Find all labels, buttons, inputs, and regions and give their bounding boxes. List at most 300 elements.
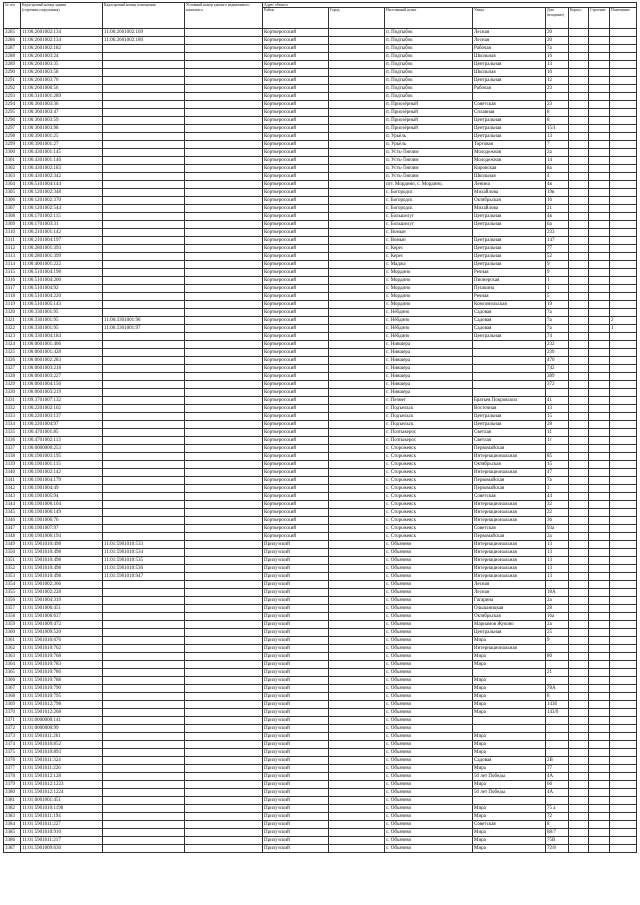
cell-num: 3348 [4, 533, 21, 541]
cell-house: 232 [546, 341, 569, 349]
cell-cad-garage [185, 749, 263, 757]
cell-num: 3310 [4, 229, 21, 237]
cell-city [329, 685, 385, 693]
cell-cad-room [103, 501, 185, 509]
cell-district: Корткеросский [263, 165, 329, 173]
cell-district: Корткеросский [263, 53, 329, 61]
cell-house: 52 [546, 253, 569, 261]
table-row [4, 293, 637, 301]
cell-district: Прилузский [263, 685, 329, 693]
cell-city [329, 653, 385, 661]
cell-korpus [569, 349, 589, 357]
cell-city [329, 789, 385, 797]
cell-korpus [569, 549, 589, 557]
cell-cad-garage [185, 709, 263, 717]
cell-settlement: с. Нёбдино [385, 325, 473, 333]
cell-stroenie [589, 165, 610, 173]
cell-house: 16 [546, 197, 569, 205]
cell-cad-building: 11:06:1901006:149 [21, 509, 103, 517]
cell-stroenie [589, 53, 610, 61]
cell-district: Корткеросский [263, 285, 329, 293]
cell-district: Корткеросский [263, 349, 329, 357]
cell-cad-building: 11:06:1901004:49 [21, 485, 103, 493]
cell-cad-room [103, 669, 185, 677]
cell-settlement: с. Объячево [385, 661, 473, 669]
cell-korpus [569, 293, 589, 301]
cell-cad-room [103, 453, 185, 461]
cell-korpus [569, 85, 589, 93]
cell-cad-room [103, 165, 185, 173]
cell-house: 4 [546, 173, 569, 181]
cell-num: 3383 [4, 813, 21, 821]
header-district: Район [263, 8, 329, 29]
cell-house: 7а [546, 477, 569, 485]
cell-cad-garage [185, 525, 263, 533]
cell-house: 25 [546, 629, 569, 637]
cell-house: 72 [546, 813, 569, 821]
cell-num: 3345 [4, 509, 21, 517]
cell-cad-room: 11:01:5901010:535 [103, 557, 185, 565]
table-header [4, 3, 637, 29]
cell-num: 3320 [4, 309, 21, 317]
cell-room [610, 309, 637, 317]
cell-num: 3365 [4, 669, 21, 677]
cell-house: 22 [546, 509, 569, 517]
cell-district: Корткеросский [263, 381, 329, 389]
cell-cad-garage [185, 341, 263, 349]
cell-room: 2 [610, 317, 637, 325]
cell-street: Пионерская [473, 277, 546, 285]
table-row [4, 781, 637, 789]
cell-cad-room: 11:01:5901010:534 [103, 549, 185, 557]
cell-city [329, 773, 385, 781]
cell-settlement: п. Подтыбок [385, 53, 473, 61]
cell-house [546, 749, 569, 757]
cell-house: 20 [546, 29, 569, 37]
cell-cad-room [103, 749, 185, 757]
cell-street: Центральная [473, 125, 546, 133]
cell-street: Ольшаницкая [473, 605, 546, 613]
cell-cad-room [103, 597, 185, 605]
cell-house: 19в [546, 189, 569, 197]
cell-korpus [569, 285, 589, 293]
cell-street: Мира [473, 813, 546, 821]
cell-cad-garage [185, 261, 263, 269]
cell-cad-room [103, 789, 185, 797]
cell-cad-garage [185, 181, 263, 189]
cell-city [329, 117, 385, 125]
cell-num: 3327 [4, 365, 21, 373]
cell-room [610, 333, 637, 341]
cell-num: 3306 [4, 197, 21, 205]
cell-street: Братьев Покровских [473, 397, 546, 405]
cell-cad-garage [185, 93, 263, 101]
cell-cad-garage [185, 309, 263, 317]
cell-city [329, 37, 385, 45]
cell-stroenie [589, 389, 610, 397]
cell-room [610, 781, 637, 789]
table-row [4, 749, 637, 757]
cell-house: 72/8 [546, 845, 569, 853]
cell-num: 3314 [4, 261, 21, 269]
cell-cad-garage [185, 405, 263, 413]
cell-cad-room [103, 829, 185, 837]
cell-settlement: с. Нившера [385, 389, 473, 397]
cell-district: Прилузский [263, 733, 329, 741]
cell-korpus [569, 389, 589, 397]
cell-district: Корткеросский [263, 93, 329, 101]
cell-street [473, 341, 546, 349]
cell-cad-room [103, 717, 185, 725]
cell-cad-room [103, 661, 185, 669]
cell-house: 78А [546, 685, 569, 693]
cell-settlement: с. Подъельск [385, 413, 473, 421]
cell-city [329, 157, 385, 165]
cell-stroenie [589, 709, 610, 717]
cell-korpus [569, 693, 589, 701]
cell-settlement: с. Объячево [385, 573, 473, 581]
cell-street: Светлая [473, 437, 546, 445]
cell-cad-room [103, 341, 185, 349]
cell-korpus [569, 781, 589, 789]
cell-stroenie [589, 285, 610, 293]
cell-num: 3356 [4, 597, 21, 605]
cell-korpus [569, 197, 589, 205]
cell-cad-garage [185, 53, 263, 61]
cell-house [546, 797, 569, 805]
cell-cad-garage [185, 557, 263, 565]
cell-num: 3346 [4, 517, 21, 525]
cell-korpus [569, 685, 589, 693]
cell-num: 3349 [4, 541, 21, 549]
cell-cad-room [103, 157, 185, 165]
cell-cad-room [103, 813, 185, 821]
cell-city [329, 181, 385, 189]
cell-room [610, 293, 637, 301]
cell-house: 9 [546, 261, 569, 269]
cell-cad-building: 11:06:1901002:142 [21, 469, 103, 477]
cell-city [329, 765, 385, 773]
table-row [4, 477, 637, 485]
cell-house: 143б [546, 701, 569, 709]
table-row [4, 837, 637, 845]
cell-city [329, 725, 385, 733]
cell-cad-garage [185, 237, 263, 245]
cell-city [329, 437, 385, 445]
cell-stroenie [589, 581, 610, 589]
cell-stroenie [589, 549, 610, 557]
cell-cad-room [103, 373, 185, 381]
cell-cad-building: 11:06:1701002:115 [21, 213, 103, 221]
cell-cad-building: 11:06:1201002:544 [21, 205, 103, 213]
cell-district: Прилузский [263, 789, 329, 797]
table-row [4, 765, 637, 773]
cell-cad-garage [185, 165, 263, 173]
table-row [4, 245, 637, 253]
cell-district: Прилузский [263, 613, 329, 621]
cell-city [329, 285, 385, 293]
cell-district: Корткеросский [263, 357, 329, 365]
cell-room [610, 125, 637, 133]
cell-stroenie [589, 237, 610, 245]
table-row [4, 149, 637, 157]
cell-settlement: п. Подтыбок [385, 45, 473, 53]
cell-street: Сплавная [473, 109, 546, 117]
cell-cad-garage [185, 381, 263, 389]
cell-settlement: п. Подтыбок [385, 37, 473, 45]
table-row [4, 845, 637, 853]
cell-cad-room: 11:01:5901010:536 [103, 565, 185, 573]
cell-street: Школьная [473, 69, 546, 77]
cell-num: 3334 [4, 421, 21, 429]
cell-num: 3354 [4, 581, 21, 589]
cell-house: 77 [546, 765, 569, 773]
cell-cad-garage [185, 85, 263, 93]
cell-house: 74 [546, 333, 569, 341]
cell-cad-building: 11:01:5901012:1224 [21, 789, 103, 797]
cell-num: 3335 [4, 429, 21, 437]
cell-house: 11 [546, 429, 569, 437]
cell-street: Лесная [473, 581, 546, 589]
cell-cad-building: 11:06:0601004:156 [21, 381, 103, 389]
cell-room [610, 613, 637, 621]
cell-cad-building: 11:01:5901010:676 [21, 637, 103, 645]
cell-cad-building: 11:06:0601003:227 [21, 373, 103, 381]
cell-city [329, 661, 385, 669]
cell-num: 3322 [4, 325, 21, 333]
cell-korpus [569, 797, 589, 805]
cell-city [329, 381, 385, 389]
cell-district: Корткеросский [263, 221, 329, 229]
cell-settlement: с. Объячево [385, 669, 473, 677]
cell-settlement: с. Маджа [385, 261, 473, 269]
cell-house: 28 [546, 421, 569, 429]
cell-settlement: с. Богородск [385, 189, 473, 197]
cell-street: Мира [473, 693, 546, 701]
cell-house: 4А [546, 773, 569, 781]
cell-room [610, 493, 637, 501]
cell-house: 7а [546, 317, 569, 325]
cell-cad-room [103, 69, 185, 77]
cell-city [329, 677, 385, 685]
cell-settlement: с. Богородск [385, 205, 473, 213]
table-row [4, 405, 637, 413]
cell-room [610, 821, 637, 829]
cell-cad-building: 11:06:3301001:95 [21, 309, 103, 317]
cell-house: 143/9 [546, 709, 569, 717]
cell-district: Корткеросский [263, 373, 329, 381]
cell-cad-garage [185, 197, 263, 205]
cell-street: Центральная [473, 245, 546, 253]
table-row [4, 613, 637, 621]
cell-cad-garage [185, 45, 263, 53]
cell-cad-building: 11:06:4301002:342 [21, 173, 103, 181]
cell-settlement: с. Сторожевск [385, 501, 473, 509]
cell-settlement: п. Усть-Лэкчим [385, 165, 473, 173]
cell-cad-building: 11:06:1201002:348 [21, 189, 103, 197]
cell-num: 3303 [4, 173, 21, 181]
cell-district: Корткеросский [263, 29, 329, 37]
cell-district: Корткеросский [263, 261, 329, 269]
cell-stroenie [589, 773, 610, 781]
cell-cad-garage [185, 661, 263, 669]
cell-cad-building: 11:06:4701002:113 [21, 437, 103, 445]
cell-num: 3375 [4, 749, 21, 757]
cell-city [329, 597, 385, 605]
cell-room [610, 301, 637, 309]
cell-cad-building: 11:01:5901010:893 [21, 749, 103, 757]
cell-cad-room [103, 381, 185, 389]
cell-room [610, 349, 637, 357]
cell-cad-building: 11:01:5901011:324 [21, 757, 103, 765]
cell-district: Корткеросский [263, 493, 329, 501]
table-row [4, 501, 637, 509]
cell-house: 2а [546, 149, 569, 157]
cell-district: Корткеросский [263, 117, 329, 125]
cell-settlement: с. Объячево [385, 605, 473, 613]
cell-korpus [569, 725, 589, 733]
cell-cad-garage [185, 533, 263, 541]
cell-num: 3319 [4, 301, 21, 309]
cell-house [546, 725, 569, 733]
cell-cad-garage [185, 469, 263, 477]
table-row [4, 677, 637, 685]
cell-settlement: п. Приозёрный [385, 125, 473, 133]
cell-korpus [569, 589, 589, 597]
cell-cad-garage [185, 565, 263, 573]
cell-num: 3364 [4, 661, 21, 669]
cell-num: 3359 [4, 621, 21, 629]
cell-house [546, 645, 569, 653]
table-row [4, 429, 637, 437]
cell-house: 32 [546, 501, 569, 509]
cell-cad-room [103, 629, 185, 637]
cell-city [329, 621, 385, 629]
cell-house: 28 [546, 605, 569, 613]
cell-settlement: с. Сторожевск [385, 517, 473, 525]
cell-district: Корткеросский [263, 453, 329, 461]
cell-house: 13 [546, 557, 569, 565]
cell-cad-building: 11:06:3301001:95 [21, 317, 103, 325]
cell-room [610, 645, 637, 653]
cell-cad-garage [185, 597, 263, 605]
cell-stroenie [589, 501, 610, 509]
cell-settlement: с. Объячево [385, 549, 473, 557]
cell-cad-room [103, 397, 185, 405]
cell-settlement: с. Объячево [385, 781, 473, 789]
cell-house: 2а [546, 533, 569, 541]
cell-street: Первомайская [473, 445, 546, 453]
cell-cad-building: 11:06:1201002:370 [21, 197, 103, 205]
cell-cad-building: 11:06:1701003:31 [21, 221, 103, 229]
cell-cad-room [103, 405, 185, 413]
cell-cad-room [103, 205, 185, 213]
cell-city [329, 565, 385, 573]
table-row [4, 813, 637, 821]
cell-korpus [569, 53, 589, 61]
cell-num: 3330 [4, 389, 21, 397]
cell-cad-building: 11:01:5901010:790 [21, 685, 103, 693]
cell-district: Корткеросский [263, 365, 329, 373]
cell-district: Корткеросский [263, 341, 329, 349]
cell-num: 3363 [4, 653, 21, 661]
cell-korpus [569, 173, 589, 181]
cell-cad-room [103, 101, 185, 109]
cell-cad-garage [185, 501, 263, 509]
cell-cad-room [103, 581, 185, 589]
cell-street [473, 357, 546, 365]
table-row [4, 485, 637, 493]
cell-room [610, 213, 637, 221]
cell-street [473, 389, 546, 397]
cell-street: Мира [473, 653, 546, 661]
cell-city [329, 741, 385, 749]
cell-cad-building: 11:06:4301001:145 [21, 149, 103, 157]
cell-settlement: с. Нившера [385, 349, 473, 357]
cell-city [329, 717, 385, 725]
cell-korpus [569, 653, 589, 661]
table-row [4, 437, 637, 445]
cell-street: Мира [473, 709, 546, 717]
cell-num: 3372 [4, 725, 21, 733]
table-row [4, 757, 637, 765]
cell-room [610, 189, 637, 197]
cell-cad-room [103, 525, 185, 533]
cell-house: 8а [546, 165, 569, 173]
cell-cad-garage [185, 133, 263, 141]
table-row [4, 85, 637, 93]
cell-street: Интернациональная [473, 509, 546, 517]
cell-cad-building: 11:01:5901011:194 [21, 813, 103, 821]
cell-cad-building: 11:06:5101004:198 [21, 269, 103, 277]
header-house: Дом (владение) [546, 8, 569, 29]
cell-street: Первомайская [473, 485, 546, 493]
table-row [4, 349, 637, 357]
table-row [4, 629, 637, 637]
cell-cad-building: 11:01:5901010:498 [21, 549, 103, 557]
cell-cad-room [103, 141, 185, 149]
cell-house: 44 [546, 493, 569, 501]
cell-num: 3323 [4, 333, 21, 341]
cell-street: Мира [473, 677, 546, 685]
cell-district: Корткеросский [263, 413, 329, 421]
table-row [4, 381, 637, 389]
cell-city [329, 221, 385, 229]
cell-num: 3382 [4, 805, 21, 813]
cell-district: Прилузский [263, 701, 329, 709]
cell-num: 3340 [4, 469, 21, 477]
cell-cad-room [103, 125, 185, 133]
cell-city [329, 357, 385, 365]
cell-room [610, 637, 637, 645]
cell-settlement: с. Объячево [385, 749, 473, 757]
cell-cad-garage [185, 325, 263, 333]
table-row [4, 701, 637, 709]
cell-cad-building: 11:06:2201003:137 [21, 413, 103, 421]
cell-house: 41 [546, 397, 569, 405]
cell-num: 3339 [4, 461, 21, 469]
cell-street: Интернациональная [473, 549, 546, 557]
cell-korpus [569, 437, 589, 445]
cell-settlement: с. Сторожевск [385, 477, 473, 485]
cell-city [329, 53, 385, 61]
cell-stroenie [589, 373, 610, 381]
cell-stroenie [589, 445, 610, 453]
cell-cad-building: 11:06:2601003:70 [21, 77, 103, 85]
cell-room [610, 261, 637, 269]
cell-street: Центральная [473, 629, 546, 637]
cell-settlement: с. Мордино [385, 277, 473, 285]
